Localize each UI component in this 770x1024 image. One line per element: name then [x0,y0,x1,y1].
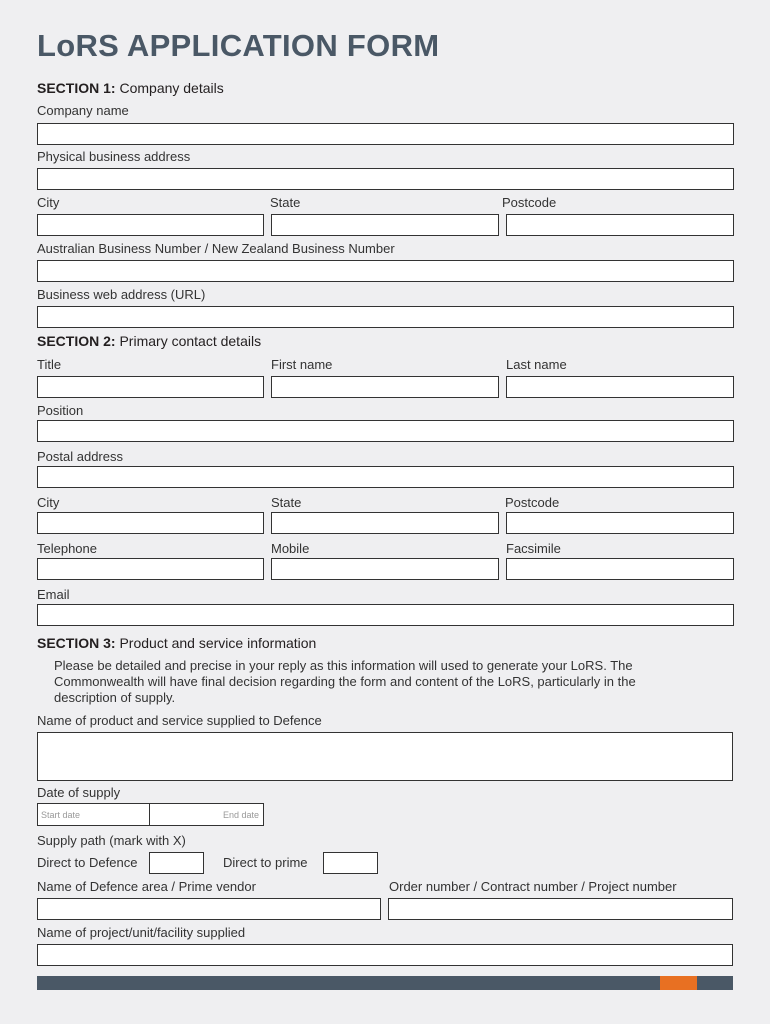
facsimile-field[interactable] [506,558,734,580]
url-field[interactable] [37,306,734,328]
contact-state-label: State [271,495,302,510]
contact-city-label: City [37,495,60,510]
section-name: Primary contact details [119,333,262,349]
last-name-label: Last name [506,357,567,372]
direct-to-defence-label: Direct to Defence [37,855,138,870]
mobile-field[interactable] [271,558,499,580]
postcode-label: Postcode [502,195,557,210]
direct-to-prime-label: Direct to prime [223,855,308,870]
state-label: State [270,195,301,210]
contact-city-field[interactable] [37,512,264,534]
section-1-heading [37,80,224,96]
url-label: Business web address (URL) [37,287,206,302]
abn-label: Australian Business Number / New Zealand Business Number [37,241,395,256]
email-label: Email [37,587,70,602]
footer-accent [660,976,697,990]
footer-bar [37,976,733,990]
end-date-placeholder: End date [222,810,259,820]
company-name-label: Company name [37,103,129,118]
section-name: Product and service information [119,635,317,651]
title-label: Title [37,357,62,372]
postal-address-field[interactable] [37,466,734,488]
defence-area-field[interactable] [37,898,381,920]
last-name-field[interactable] [506,376,734,398]
contact-state-field[interactable] [271,512,499,534]
start-date-placeholder: Start date [41,810,81,820]
physical-address-label: Physical business address [37,149,191,164]
first-name-field[interactable] [271,376,499,398]
start-date-field[interactable] [37,803,150,826]
section-number: SECTION 2: [37,333,116,349]
product-name-label: Name of product and service supplied to Defence [37,713,322,728]
direct-to-prime-checkbox[interactable] [323,852,378,874]
defence-area-label: Name of Defence area / Prime vendor [37,879,256,894]
instructions-text: Please be detailed and precise in your reply as this information will used to generate your LoRS. The Commonwealth will have final decision regarding the form and content of the LoRS, particularly in the description of supply. [54,658,636,705]
company-name-field[interactable] [37,123,734,145]
telephone-field[interactable] [37,558,264,580]
city-field[interactable] [37,214,264,236]
first-name-label: First name [271,357,333,372]
section-number: SECTION 1: [37,80,116,96]
order-number-label: Order number / Contract number / Project number [389,879,677,894]
position-label: Position [37,403,84,418]
email-field[interactable] [37,604,734,626]
section-name: Company details [119,80,224,96]
direct-to-defence-checkbox[interactable] [149,852,204,874]
facsimile-label: Facsimile [506,541,561,556]
product-name-field[interactable] [37,732,733,781]
project-field[interactable] [37,944,733,966]
page-title: LoRS APPLICATION FORM [37,28,440,63]
postcode-field[interactable] [506,214,734,236]
section-number: SECTION 3: [37,635,116,651]
supply-path-label: Supply path (mark with X) [37,833,186,848]
section-2-heading [37,333,261,349]
mobile-label: Mobile [271,541,310,556]
state-field[interactable] [271,214,499,236]
order-number-field[interactable] [388,898,733,920]
physical-address-field[interactable] [37,168,734,190]
telephone-label: Telephone [37,541,97,556]
title-field[interactable] [37,376,264,398]
contact-postcode-label: Postcode [505,495,560,510]
section-3-heading [37,635,316,651]
project-label: Name of project/unit/facility supplied [37,925,246,940]
position-field[interactable] [37,420,734,442]
city-label: City [37,195,60,210]
postal-address-label: Postal address [37,449,123,464]
abn-field[interactable] [37,260,734,282]
date-of-supply-label: Date of supply [37,785,121,800]
contact-postcode-field[interactable] [506,512,734,534]
end-date-field[interactable] [149,803,264,826]
